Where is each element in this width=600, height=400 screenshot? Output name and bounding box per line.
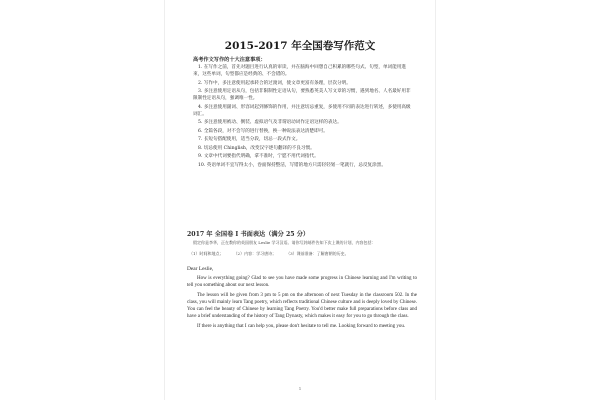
page-number: 1 <box>298 386 302 391</box>
document-title: 2015-2017 年全国卷写作范文 <box>224 40 376 52</box>
tips-list <box>193 64 415 170</box>
task-note: 假定你是李华，正在教你的英国朋友 Leslie 学习汉语。请你写封邮件告知下次上课的计划，内容包括： <box>193 240 376 245</box>
letter-paragraph: The lesson will be given from 3 pm to 5 pm on the afternoon of next Tuesday in the classroom 502. In the class, you will mainly learn Tang poetry, which reflects traditional Chinese culture and is deeply loved by Chinese. You can feel the beauty of Chinese by learning Tang Poetry. You'd better make full preparations before class and have a brief understanding of the history of Tang Dynasty, which makes it easy for you to go through the class. <box>187 292 417 320</box>
letter-paragraph: How is everything going? Glad to see you have made some progress in Chinese learning and I'm writing to tell you something about our next lesson. <box>187 276 417 289</box>
sample-letter <box>187 266 417 332</box>
task-option: （2）内容：学习唐诗； <box>233 251 277 256</box>
tip-item: 2. 写作中，多注意使用起承转合的过渡词，使文章更富有条理，层次分明。 <box>198 80 351 86</box>
task-option: （1）时间和地点； <box>189 251 224 256</box>
task-option: （3）课前准备：了解唐朝的历史。 <box>286 251 349 256</box>
letter-salutation: Dear Leslie, <box>187 266 214 272</box>
tips-header: 高考作文写作的十大注意事项： <box>193 57 266 63</box>
tip-item: 7. 长短句搭配使用，适当分段，切忌一段式作文。 <box>198 137 301 143</box>
tip-item: 4. 多注意使用副词、形容词起到修饰的作用，并注意切忌重复，多使用不同的表达进行转述，多使用高级词汇。 <box>193 104 411 117</box>
tip-item: 8. 切忌使用 Chinglish，改变汉字逐句翻译的不良习惯。 <box>198 145 315 151</box>
tip-item: 5. 多注意使用被动、倒装、虚拟语气及非谓语动词作定语这样的表达。 <box>198 120 342 126</box>
tip-item: 1. 在写作之前，首先对题目进行认真的审读，并在脑海中回想自己积累的哪些句式、句型，单词能用進來，这些单词，句型都应是经典的、不会错的。 <box>193 65 406 78</box>
letter-paragraph: If there is anything that I can help you, please don't hesitate to tell me. Looking forward to meeting you. <box>197 323 406 329</box>
tip-item: 10. 英语单词不宜写得太小，卷面保持整洁，写错的地方只需轻轻划一笔就行，忌反复涂黑。 <box>198 162 386 168</box>
section-heading: 2017 年 全国卷 Ⅰ 书面表达（满分 25 分） <box>187 231 310 238</box>
tip-item: 9. 文章中代词要指代明确，拿不准时，宁愿不用代词指代。 <box>198 154 319 160</box>
tip-item: 3. 多注意使用定语从句，包括非限制性定语从句，要熟悉英美人写文章的习惯，遇到地名、人名最好用非限制性定语从句，强调唯一性。 <box>193 89 411 102</box>
document-page <box>165 0 435 400</box>
tip-item: 6. 全篇各段，对不会写的进行替换，换一种说法表达清楚即可。 <box>198 128 328 134</box>
task-options <box>189 251 415 257</box>
